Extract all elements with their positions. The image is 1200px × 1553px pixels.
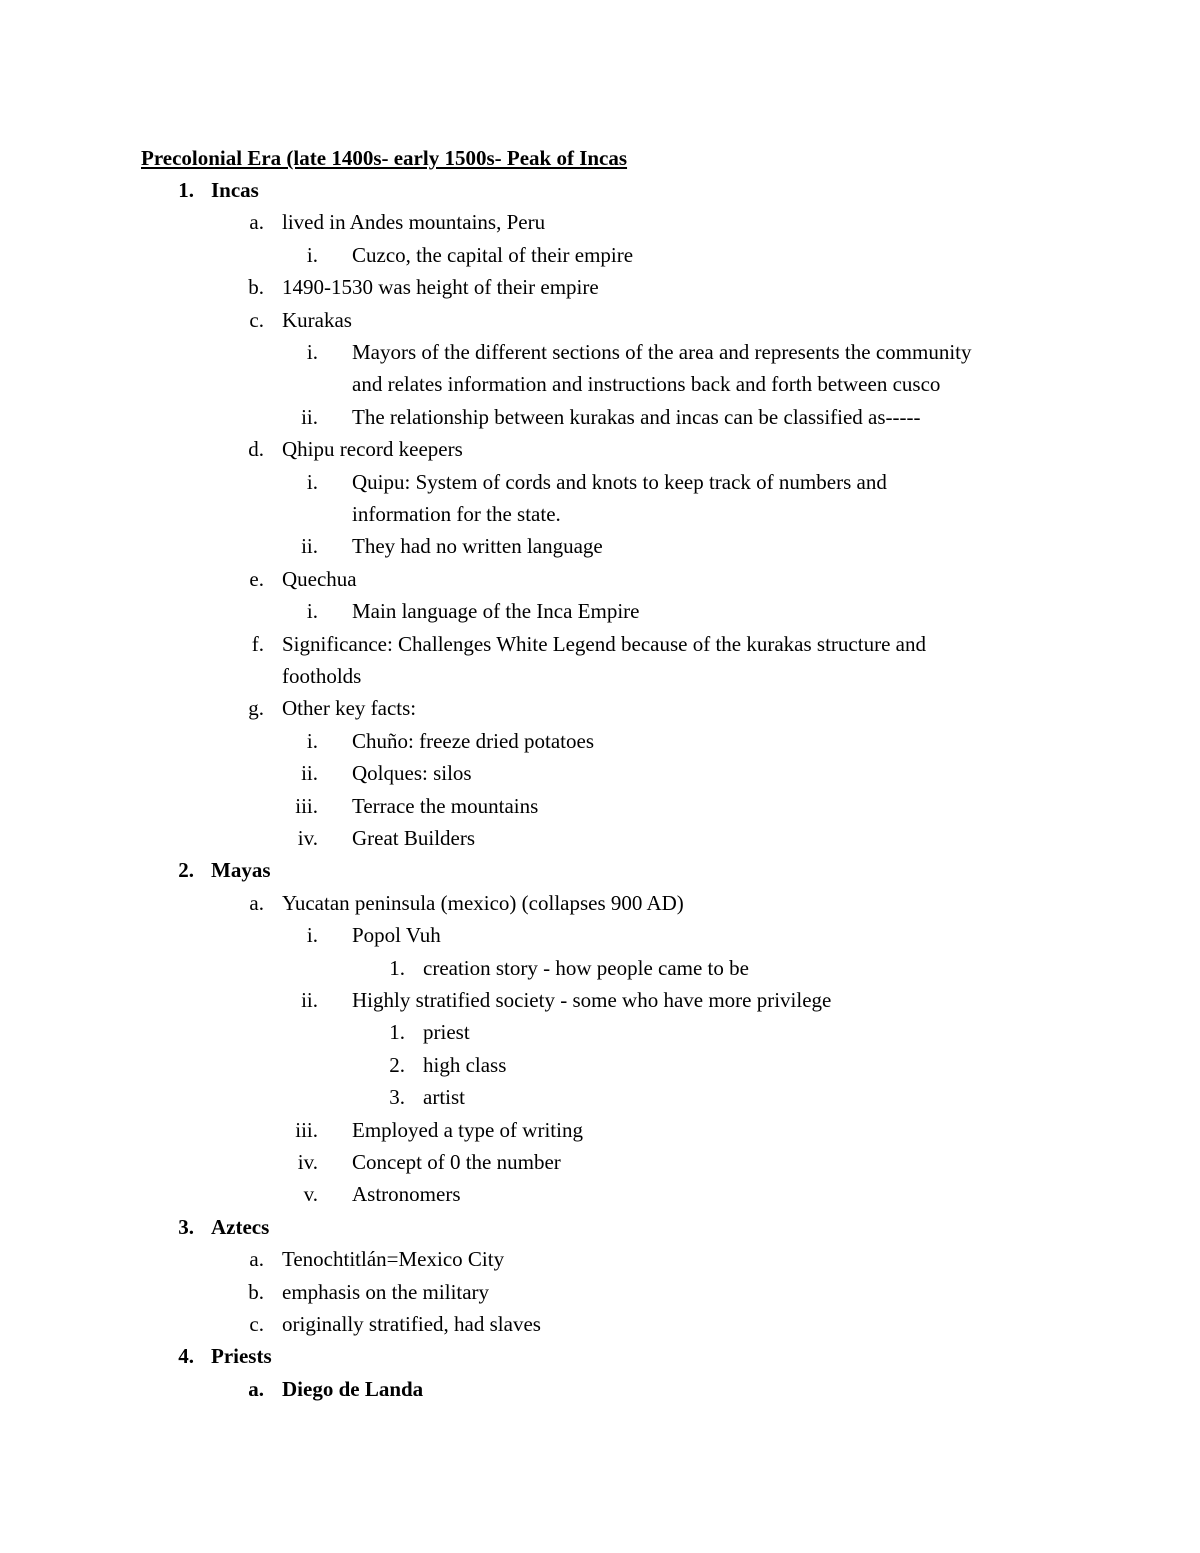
list-marker: ii.: [301, 988, 318, 1012]
list-item: emphasis on the military: [282, 1279, 490, 1304]
list-marker: a.: [248, 1376, 264, 1401]
list-item: Mayors of the different sections of the area and represents the community: [352, 340, 972, 364]
list-marker: e.: [249, 566, 264, 591]
list-marker: d.: [248, 437, 264, 462]
list-item: They had no written language: [352, 534, 603, 559]
list-item: Main language of the Inca Empire: [352, 599, 640, 624]
list-marker: a.: [249, 210, 264, 235]
list-marker: iii.: [295, 1117, 318, 1142]
list-marker: a.: [249, 1247, 264, 1272]
list-item: Aztecs: [211, 1214, 270, 1239]
list-item: Qolques: silos: [352, 761, 472, 786]
list-marker: i.: [306, 599, 318, 624]
list-marker: i.: [306, 469, 318, 494]
list-marker: 1.: [389, 1020, 405, 1045]
list-item: Concept of 0 the number: [352, 1150, 561, 1174]
list-marker: i.: [306, 242, 318, 267]
page-title: Precolonial Era (late 1400s- early 1500s- Peak of Incas: [141, 146, 628, 170]
list-item: Tenochtitlán=Mexico City: [282, 1247, 505, 1272]
list-item: information for the state.: [352, 502, 561, 526]
list-item: Popol Vuh: [352, 923, 441, 948]
list-marker: f.: [251, 631, 264, 656]
list-marker: 2.: [178, 858, 194, 883]
list-item: Diego de Landa: [282, 1376, 424, 1401]
list-marker: iv.: [297, 826, 318, 850]
list-item: The relationship between kurakas and incas can be classified as-----: [352, 404, 921, 429]
list-item: 1490-1530 was height of their empire: [282, 275, 599, 300]
list-marker: iii.: [295, 793, 318, 818]
list-item: high class: [423, 1052, 507, 1077]
list-item: Cuzco, the capital of their empire: [352, 242, 634, 267]
list-marker: iv.: [297, 1150, 318, 1174]
list-item: Quechua: [282, 566, 357, 591]
list-marker: c.: [249, 1312, 264, 1336]
list-item: Kurakas: [282, 307, 352, 332]
list-marker: 3.: [389, 1085, 405, 1110]
list-marker: i.: [306, 340, 318, 364]
list-marker: 4.: [178, 1344, 194, 1369]
list-item: Chuño: freeze dried potatoes: [352, 728, 594, 753]
list-marker: a.: [249, 890, 264, 915]
list-marker: b.: [248, 1279, 264, 1304]
list-marker: ii.: [301, 534, 318, 559]
list-marker: 3.: [178, 1214, 194, 1239]
list-item: Terrace the mountains: [352, 793, 539, 818]
list-item: and relates information and instructions back and forth between cusco: [352, 372, 941, 397]
list-item: Priests: [211, 1344, 272, 1369]
list-item: creation story - how people came to be: [423, 955, 749, 980]
list-item: Employed a type of writing: [352, 1117, 583, 1142]
list-item: Quipu: System of cords and knots to keep track of numbers and: [352, 469, 887, 494]
list-item: Qhipu record keepers: [282, 437, 463, 462]
list-item: footholds: [282, 664, 362, 688]
list-item: Mayas: [211, 858, 271, 883]
list-marker: c.: [249, 307, 264, 332]
list-item: priest: [423, 1020, 470, 1045]
list-marker: 2.: [389, 1052, 405, 1077]
list-item: Yucatan peninsula (mexico) (collapses 900 AD): [282, 890, 684, 915]
list-item: Astronomers: [352, 1182, 461, 1207]
list-marker: i.: [306, 728, 318, 753]
list-item: Highly stratified society - some who have more privilege: [352, 988, 832, 1012]
list-item: artist: [423, 1085, 465, 1110]
list-item: Incas: [211, 178, 259, 202]
list-item: originally stratified, had slaves: [282, 1312, 541, 1336]
list-marker: ii.: [301, 761, 318, 786]
list-marker: 1.: [178, 178, 194, 202]
list-marker: i.: [306, 923, 318, 948]
list-item: Great Builders: [352, 826, 476, 850]
list-marker: g.: [248, 696, 264, 721]
list-marker: v.: [303, 1182, 318, 1207]
list-marker: ii.: [301, 404, 318, 429]
list-item: lived in Andes mountains, Peru: [282, 210, 546, 235]
list-marker: 1.: [389, 955, 405, 980]
list-marker: b.: [248, 275, 264, 300]
list-item: Significance: Challenges White Legend because of the kurakas structure and: [282, 631, 926, 656]
list-item: Other key facts:: [282, 696, 417, 721]
